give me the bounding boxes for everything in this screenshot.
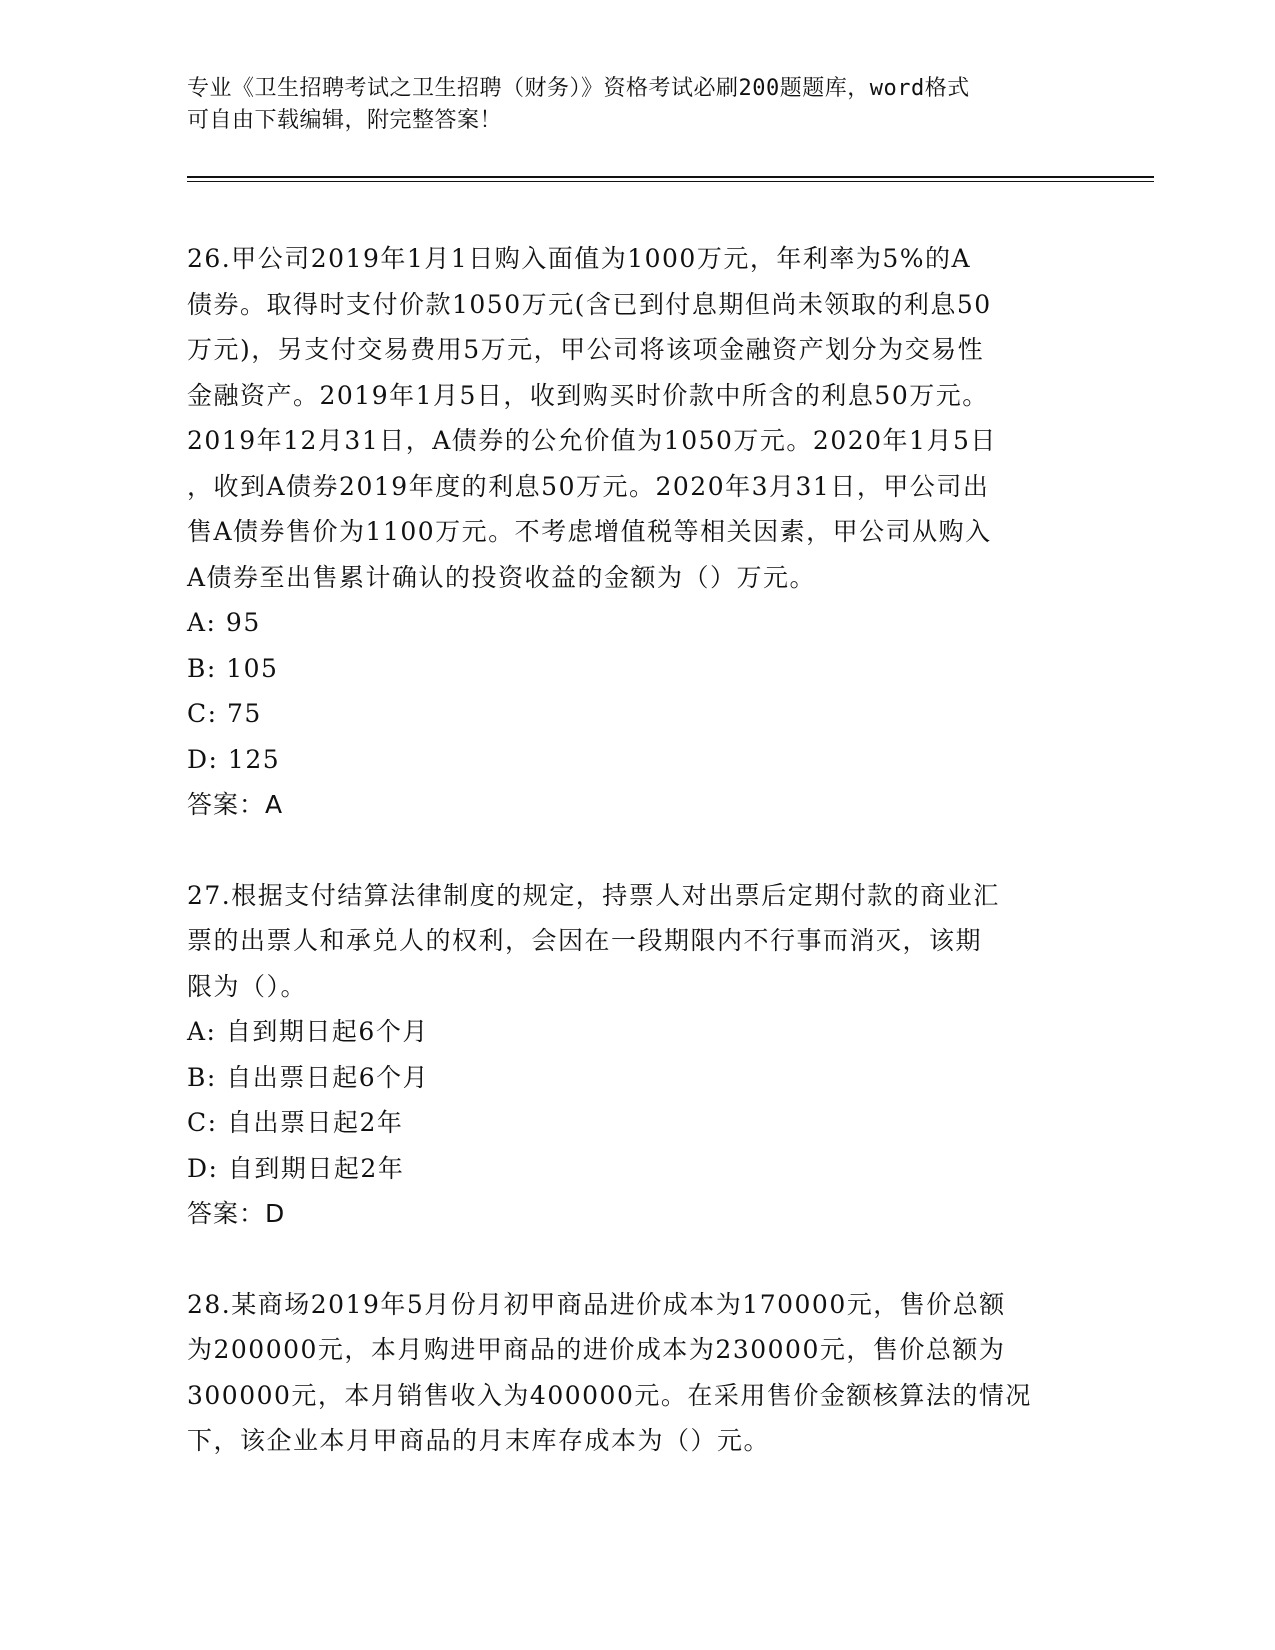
question-26 [187,236,1087,828]
header-divider [187,176,1154,178]
question-text-line: 为200000元，本月购进甲商品的进价成本为230000元，售价总额为 [187,1335,1006,1364]
question-text-line: 金融资产。2019年1月5日，收到购买时价款中所含的利息50万元。 [187,380,989,410]
question-text-line: 限为（）。 [187,971,308,1001]
question-text-line: A债券至出售累计确认的投资收益的金额为（）万元。 [187,562,817,592]
question-text-line: 票的出票人和承兑人的权利，会因在一段期限内不行事而消灭，该期 [187,926,983,955]
option-a: A: 95 [187,608,261,637]
question-text-line: ，收到A债券2019年度的利息50万元。2020年3月31日，甲公司出 [187,471,990,501]
option-d: D: 自到期日起2年 [187,1153,405,1183]
answer-label: 答案：A [187,790,284,819]
option-b: B: 自出票日起6个月 [187,1062,430,1092]
question-text-line: 300000元，本月销售收入为400000元。在采用售价金额核算法的情况 [187,1380,1032,1410]
option-b: B: 105 [187,653,279,683]
header-line: 可自由下载编辑，附完整答案！ [187,108,503,133]
question-list [187,236,1087,1464]
option-c: C: 75 [187,699,262,728]
question-text-line: 售A债券售价为1100万元。不考虑增值税等相关因素，甲公司从购入 [187,517,992,546]
question-text-line: 2019年12月31日，A债券的公允价值为1050万元。2020年1月5日 [187,426,997,455]
answer-label: 答案：D [187,1199,286,1228]
question-text-line: 下，该企业本月甲商品的月末库存成本为（）元。 [187,1426,771,1455]
question-text-line: 债券。取得时支付价款1050万元(含已到付息期但尚未领取的利息50 [187,289,992,319]
option-d: D: 125 [187,744,281,774]
header-divider-thin [187,181,1154,182]
header-line: 专业《卫生招聘考试之卫生招聘（财务）》资格考试必刷200题题库，word格式 [187,76,970,101]
question-27 [187,873,1087,1237]
question-text-line: 27.根据支付结算法律制度的规定，持票人对出票后定期付款的商业汇 [187,880,1000,910]
question-text-line: 万元)，另支付交易费用5万元，甲公司将该项金融资产划分为交易性 [187,335,985,364]
option-c: C: 自出票日起2年 [187,1108,404,1137]
question-text-line: 28.某商场2019年5月份月初甲商品进价成本为170000元，售价总额 [187,1289,1006,1319]
question-28 [187,1282,1087,1464]
document-header [187,73,1077,137]
option-a: A: 自到期日起6个月 [187,1017,429,1046]
question-text-line: 26.甲公司2019年1月1日购入面值为1000万元，年利率为5%的A [187,244,972,273]
